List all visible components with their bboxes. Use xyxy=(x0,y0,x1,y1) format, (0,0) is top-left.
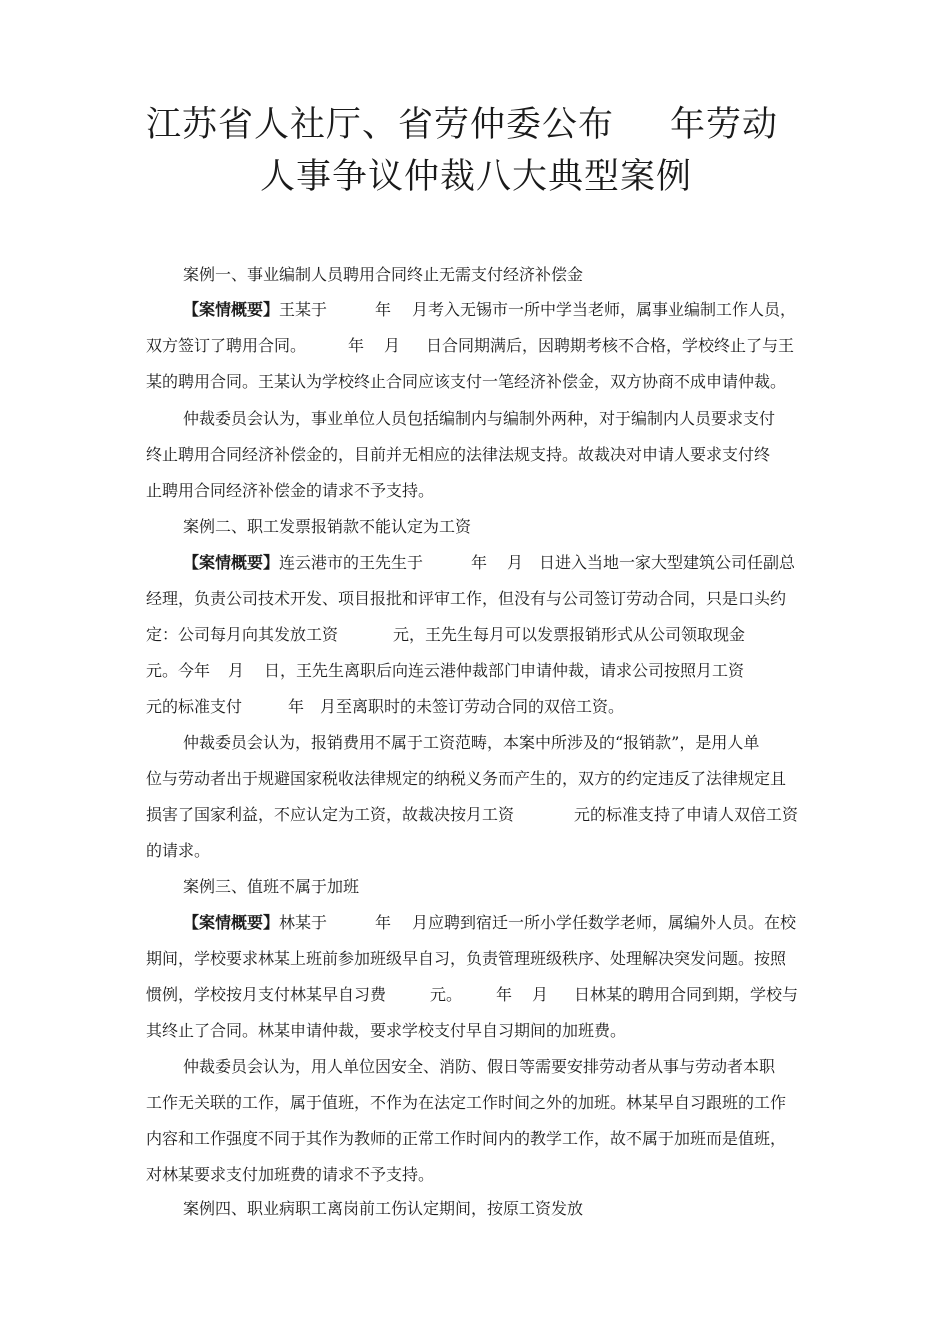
text-segment: 双方签订了聘用合同。 xyxy=(146,336,307,355)
case3-summary-line4: 其终止了合同。林某申请仲裁，要求学校支付早自习期间的加班费。 xyxy=(146,1021,627,1040)
case1-ruling-line2: 终止聘用合同经济补偿金的，目前并无相应的法律法规支持。故裁决对申请人要求支付终 xyxy=(146,445,771,464)
text-segment: 年 xyxy=(496,985,513,1004)
text-segment: 元，王先生每月可以发票报销形式从公司领取现金 xyxy=(393,625,746,644)
text-segment: 损害了国家利益，不应认定为工资，故裁决按月工资 xyxy=(146,805,515,824)
case1-heading: 案例一、事业编制人员聘用合同终止无需支付经济补偿金 xyxy=(183,265,584,284)
text-segment: 月至离职时的未签订劳动合同的双倍工资。 xyxy=(320,697,625,716)
case1-summary-line3: 某的聘用合同。王某认为学校终止合同应该支付一笔经济补偿金，双方协商不成申请仲裁。 xyxy=(146,372,787,391)
text-segment: 日进入当地一家大型建筑公司任副总 xyxy=(539,553,796,572)
text-segment: 连云港市的王先生于 xyxy=(279,553,424,572)
summary-label: 【案情概要】 xyxy=(183,300,280,319)
case3-summary-line2: 期间，学校要求林某上班前参加班级早自习，负责管理班级秩序、处理解决突发问题。按照 xyxy=(146,949,787,968)
text-segment: 林某于 xyxy=(279,913,328,932)
document-title-line2: 人事争议仲裁八大典型案例 xyxy=(260,157,693,197)
case3-ruling-line2: 工作无关联的工作，属于值班，不作为在法定工作时间之外的加班。林某早自习跟班的工作 xyxy=(146,1093,787,1112)
text-segment: 月考入无锡市一所中学当老师，属事业编制工作人员， xyxy=(412,300,797,319)
text-segment: 日合同期满后，因聘期考核不合格，学校终止了与王 xyxy=(426,336,795,355)
text-segment: 王某于 xyxy=(279,300,328,319)
text-segment: 年 xyxy=(288,697,305,716)
text-segment: 元。 xyxy=(430,985,463,1004)
text-segment: 月应聘到宿迁一所小学任数学老师，属编外人员。在校 xyxy=(412,913,797,932)
case2-heading: 案例二、职工发票报销款不能认定为工资 xyxy=(183,517,472,536)
case3-ruling-line1: 仲裁委员会认为，用人单位因安全、消防、假日等需要安排劳动者从事与劳动者本职 xyxy=(183,1057,776,1076)
text-segment: 元。今年 xyxy=(146,661,211,680)
case4-heading: 案例四、职业病职工离岗前工伤认定期间，按原工资发放 xyxy=(183,1199,584,1218)
case3-ruling-line4: 对林某要求支付加班费的请求不予支持。 xyxy=(146,1165,435,1184)
text-segment: 月 xyxy=(228,661,245,680)
text-segment: 定：公司每月向其发放工资 xyxy=(146,625,339,644)
text-segment: 元的标准支持了申请人双倍工资 xyxy=(574,805,799,824)
text-segment: 日，王先生离职后向连云港仲裁部门申请仲裁，请求公司按照月工资 xyxy=(264,661,745,680)
text-segment: 元的标准支付 xyxy=(146,697,243,716)
case3-ruling-line3: 内容和工作强度不同于其作为教师的正常工作时间内的教学工作，故不属于加班而是值班， xyxy=(146,1129,787,1148)
text-segment: 月 xyxy=(532,985,549,1004)
text-segment: 年 xyxy=(348,336,365,355)
case1-ruling-line3: 止聘用合同经济补偿金的请求不予支持。 xyxy=(146,481,435,500)
summary-label: 【案情概要】 xyxy=(183,913,280,932)
text-segment: 月 xyxy=(507,553,524,572)
text-segment: 年 xyxy=(375,300,392,319)
text-segment: 月 xyxy=(384,336,401,355)
text-segment: 日林某的聘用合同到期，学校与 xyxy=(574,985,799,1004)
summary-label: 【案情概要】 xyxy=(183,553,280,572)
document-title-line1-part2: 年劳动 xyxy=(670,105,779,145)
case2-summary-line2: 经理，负责公司技术开发、项目报批和评审工作，但没有与公司签订劳动合同，只是口头约 xyxy=(146,589,787,608)
case3-heading: 案例三、值班不属于加班 xyxy=(183,877,360,896)
case2-ruling-line2: 位与劳动者出于规避国家税收法律规定的纳税义务而产生的，双方的约定违反了法律规定且 xyxy=(146,769,787,788)
text-segment: 年 xyxy=(471,553,488,572)
case1-ruling-line1: 仲裁委员会认为，事业单位人员包括编制内与编制外两种，对于编制内人员要求支付 xyxy=(183,409,776,428)
case2-ruling-line1: 仲裁委员会认为，报销费用不属于工资范畴，本案中所涉及的“报销款”，是用人单 xyxy=(183,733,760,752)
case2-ruling-line4: 的请求。 xyxy=(146,841,211,860)
document-title-line1-part1: 江苏省人社厅、省劳仲委公布 xyxy=(146,105,615,145)
text-segment: 年 xyxy=(375,913,392,932)
text-segment: 惯例，学校按月支付林某早自习费 xyxy=(146,985,387,1004)
